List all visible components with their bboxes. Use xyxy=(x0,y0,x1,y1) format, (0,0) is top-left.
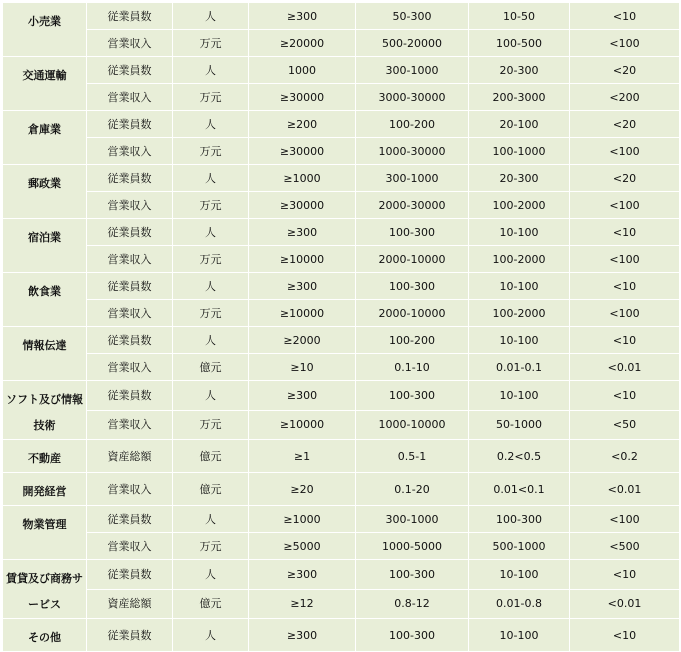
unit-cell: 億元 xyxy=(173,354,249,381)
industry-cell: その他 xyxy=(3,619,87,652)
medium-threshold-cell: 100-200 xyxy=(356,327,469,354)
large-threshold-cell: ≥300 xyxy=(249,273,356,300)
indicator-cell: 営業収入 xyxy=(87,138,173,165)
large-threshold-cell: ≥20 xyxy=(249,473,356,506)
large-threshold-cell: ≥10 xyxy=(249,354,356,381)
medium-threshold-cell: 100-200 xyxy=(356,111,469,138)
large-threshold-cell: ≥300 xyxy=(249,619,356,652)
unit-cell: 万元 xyxy=(173,30,249,57)
industry-cell: ソフト及び情報技術 xyxy=(3,381,87,440)
unit-cell: 人 xyxy=(173,381,249,411)
medium-threshold-cell: 0.8-12 xyxy=(356,589,469,619)
medium-threshold-cell: 100-300 xyxy=(356,619,469,652)
large-threshold-cell: ≥30000 xyxy=(249,84,356,111)
medium-threshold-cell: 50-300 xyxy=(356,3,469,30)
unit-cell: 人 xyxy=(173,3,249,30)
medium-threshold-cell: 0.5-1 xyxy=(356,440,469,473)
micro-threshold-cell: <10 xyxy=(570,327,680,354)
micro-threshold-cell: <100 xyxy=(570,30,680,57)
unit-cell: 人 xyxy=(173,506,249,533)
large-threshold-cell: 1000 xyxy=(249,57,356,84)
unit-cell: 人 xyxy=(173,273,249,300)
small-threshold-cell: 0.2<0.5 xyxy=(469,440,570,473)
indicator-cell: 従業員数 xyxy=(87,506,173,533)
micro-threshold-cell: <100 xyxy=(570,246,680,273)
medium-threshold-cell: 300-1000 xyxy=(356,506,469,533)
industry-cell: 郵政業 xyxy=(3,165,87,219)
medium-threshold-cell: 300-1000 xyxy=(356,165,469,192)
micro-threshold-cell: <0.01 xyxy=(570,589,680,619)
small-threshold-cell: 100-2000 xyxy=(469,246,570,273)
small-threshold-cell: 100-2000 xyxy=(469,300,570,327)
large-threshold-cell: ≥10000 xyxy=(249,246,356,273)
table-row xyxy=(3,560,680,590)
small-threshold-cell: 10-50 xyxy=(469,3,570,30)
medium-threshold-cell: 100-300 xyxy=(356,219,469,246)
table-row xyxy=(3,589,680,619)
large-threshold-cell: ≥30000 xyxy=(249,192,356,219)
micro-threshold-cell: <10 xyxy=(570,219,680,246)
table-row xyxy=(3,138,680,165)
table-row xyxy=(3,111,680,138)
indicator-cell: 従業員数 xyxy=(87,619,173,652)
indicator-cell: 従業員数 xyxy=(87,3,173,30)
table-row xyxy=(3,506,680,533)
large-threshold-cell: ≥200 xyxy=(249,111,356,138)
table-row xyxy=(3,533,680,560)
medium-threshold-cell: 100-300 xyxy=(356,560,469,590)
micro-threshold-cell: <20 xyxy=(570,165,680,192)
indicator-cell: 資産総額 xyxy=(87,440,173,473)
micro-threshold-cell: <500 xyxy=(570,533,680,560)
small-threshold-cell: 20-300 xyxy=(469,165,570,192)
large-threshold-cell: ≥1000 xyxy=(249,506,356,533)
large-threshold-cell: ≥20000 xyxy=(249,30,356,57)
table-row xyxy=(3,273,680,300)
indicator-cell: 従業員数 xyxy=(87,165,173,192)
table-row xyxy=(3,619,680,652)
unit-cell: 人 xyxy=(173,560,249,590)
micro-threshold-cell: <10 xyxy=(570,560,680,590)
indicator-cell: 営業収入 xyxy=(87,84,173,111)
small-threshold-cell: 200-3000 xyxy=(469,84,570,111)
indicator-cell: 営業収入 xyxy=(87,473,173,506)
indicator-cell: 従業員数 xyxy=(87,219,173,246)
unit-cell: 万元 xyxy=(173,300,249,327)
indicator-cell: 営業収入 xyxy=(87,300,173,327)
indicator-cell: 営業収入 xyxy=(87,354,173,381)
large-threshold-cell: ≥300 xyxy=(249,381,356,411)
micro-threshold-cell: <0.01 xyxy=(570,354,680,381)
enterprise-size-table xyxy=(2,2,680,652)
indicator-cell: 営業収入 xyxy=(87,410,173,440)
unit-cell: 万元 xyxy=(173,138,249,165)
unit-cell: 億元 xyxy=(173,589,249,619)
indicator-cell: 営業収入 xyxy=(87,30,173,57)
small-threshold-cell: 20-100 xyxy=(469,111,570,138)
small-threshold-cell: 0.01-0.8 xyxy=(469,589,570,619)
medium-threshold-cell: 1000-30000 xyxy=(356,138,469,165)
micro-threshold-cell: <10 xyxy=(570,381,680,411)
small-threshold-cell: 10-100 xyxy=(469,381,570,411)
unit-cell: 人 xyxy=(173,111,249,138)
small-threshold-cell: 50-1000 xyxy=(469,410,570,440)
indicator-cell: 従業員数 xyxy=(87,327,173,354)
small-threshold-cell: 500-1000 xyxy=(469,533,570,560)
micro-threshold-cell: <20 xyxy=(570,111,680,138)
indicator-cell: 営業収入 xyxy=(87,246,173,273)
table-row xyxy=(3,219,680,246)
table-row xyxy=(3,165,680,192)
table-row xyxy=(3,473,680,506)
micro-threshold-cell: <200 xyxy=(570,84,680,111)
small-threshold-cell: 10-100 xyxy=(469,560,570,590)
micro-threshold-cell: <10 xyxy=(570,273,680,300)
micro-threshold-cell: <100 xyxy=(570,192,680,219)
medium-threshold-cell: 1000-5000 xyxy=(356,533,469,560)
medium-threshold-cell: 100-300 xyxy=(356,381,469,411)
table-row xyxy=(3,300,680,327)
medium-threshold-cell: 300-1000 xyxy=(356,57,469,84)
table-row xyxy=(3,327,680,354)
micro-threshold-cell: <100 xyxy=(570,138,680,165)
small-threshold-cell: 20-300 xyxy=(469,57,570,84)
indicator-cell: 従業員数 xyxy=(87,111,173,138)
indicator-cell: 資産総額 xyxy=(87,589,173,619)
unit-cell: 万元 xyxy=(173,246,249,273)
unit-cell: 万元 xyxy=(173,192,249,219)
industry-cell: 宿泊業 xyxy=(3,219,87,273)
large-threshold-cell: ≥300 xyxy=(249,3,356,30)
industry-cell: 情報伝達 xyxy=(3,327,87,381)
table-row xyxy=(3,246,680,273)
table-row xyxy=(3,410,680,440)
micro-threshold-cell: <100 xyxy=(570,300,680,327)
small-threshold-cell: 10-100 xyxy=(469,273,570,300)
medium-threshold-cell: 3000-30000 xyxy=(356,84,469,111)
table-row xyxy=(3,84,680,111)
large-threshold-cell: ≥10000 xyxy=(249,410,356,440)
indicator-cell: 従業員数 xyxy=(87,560,173,590)
industry-cell: 開発経営 xyxy=(3,473,87,506)
indicator-cell: 従業員数 xyxy=(87,381,173,411)
small-threshold-cell: 100-1000 xyxy=(469,138,570,165)
table-row xyxy=(3,192,680,219)
unit-cell: 万元 xyxy=(173,533,249,560)
unit-cell: 億元 xyxy=(173,473,249,506)
industry-cell: 小売業 xyxy=(3,3,87,57)
large-threshold-cell: ≥1000 xyxy=(249,165,356,192)
medium-threshold-cell: 100-300 xyxy=(356,273,469,300)
large-threshold-cell: ≥12 xyxy=(249,589,356,619)
unit-cell: 万元 xyxy=(173,410,249,440)
small-threshold-cell: 0.01-0.1 xyxy=(469,354,570,381)
indicator-cell: 営業収入 xyxy=(87,192,173,219)
large-threshold-cell: ≥10000 xyxy=(249,300,356,327)
medium-threshold-cell: 0.1-10 xyxy=(356,354,469,381)
large-threshold-cell: ≥1 xyxy=(249,440,356,473)
small-threshold-cell: 0.01<0.1 xyxy=(469,473,570,506)
large-threshold-cell: ≥300 xyxy=(249,219,356,246)
industry-cell: 倉庫業 xyxy=(3,111,87,165)
medium-threshold-cell: 2000-10000 xyxy=(356,246,469,273)
table-row xyxy=(3,57,680,84)
table-row xyxy=(3,354,680,381)
table-row xyxy=(3,381,680,411)
unit-cell: 人 xyxy=(173,57,249,84)
table-row xyxy=(3,440,680,473)
small-threshold-cell: 100-500 xyxy=(469,30,570,57)
small-threshold-cell: 100-2000 xyxy=(469,192,570,219)
micro-threshold-cell: <50 xyxy=(570,410,680,440)
unit-cell: 人 xyxy=(173,219,249,246)
small-threshold-cell: 10-100 xyxy=(469,219,570,246)
industry-cell: 交通運輸 xyxy=(3,57,87,111)
large-threshold-cell: ≥5000 xyxy=(249,533,356,560)
medium-threshold-cell: 1000-10000 xyxy=(356,410,469,440)
small-threshold-cell: 10-100 xyxy=(469,619,570,652)
large-threshold-cell: ≥2000 xyxy=(249,327,356,354)
micro-threshold-cell: <10 xyxy=(570,619,680,652)
industry-cell: 飲食業 xyxy=(3,273,87,327)
medium-threshold-cell: 2000-10000 xyxy=(356,300,469,327)
unit-cell: 万元 xyxy=(173,84,249,111)
medium-threshold-cell: 0.1-20 xyxy=(356,473,469,506)
table-row xyxy=(3,30,680,57)
table-row xyxy=(3,3,680,30)
unit-cell: 人 xyxy=(173,165,249,192)
unit-cell: 億元 xyxy=(173,440,249,473)
medium-threshold-cell: 2000-30000 xyxy=(356,192,469,219)
micro-threshold-cell: <10 xyxy=(570,3,680,30)
unit-cell: 人 xyxy=(173,619,249,652)
industry-cell: 不動産 xyxy=(3,440,87,473)
industry-cell: 物業管理 xyxy=(3,506,87,560)
table-body xyxy=(3,3,680,652)
micro-threshold-cell: <20 xyxy=(570,57,680,84)
large-threshold-cell: ≥30000 xyxy=(249,138,356,165)
micro-threshold-cell: <0.2 xyxy=(570,440,680,473)
micro-threshold-cell: <100 xyxy=(570,506,680,533)
indicator-cell: 従業員数 xyxy=(87,57,173,84)
indicator-cell: 営業収入 xyxy=(87,533,173,560)
indicator-cell: 従業員数 xyxy=(87,273,173,300)
industry-cell: 賃貸及び商務サービス xyxy=(3,560,87,619)
medium-threshold-cell: 500-20000 xyxy=(356,30,469,57)
unit-cell: 人 xyxy=(173,327,249,354)
large-threshold-cell: ≥300 xyxy=(249,560,356,590)
small-threshold-cell: 10-100 xyxy=(469,327,570,354)
small-threshold-cell: 100-300 xyxy=(469,506,570,533)
micro-threshold-cell: <0.01 xyxy=(570,473,680,506)
